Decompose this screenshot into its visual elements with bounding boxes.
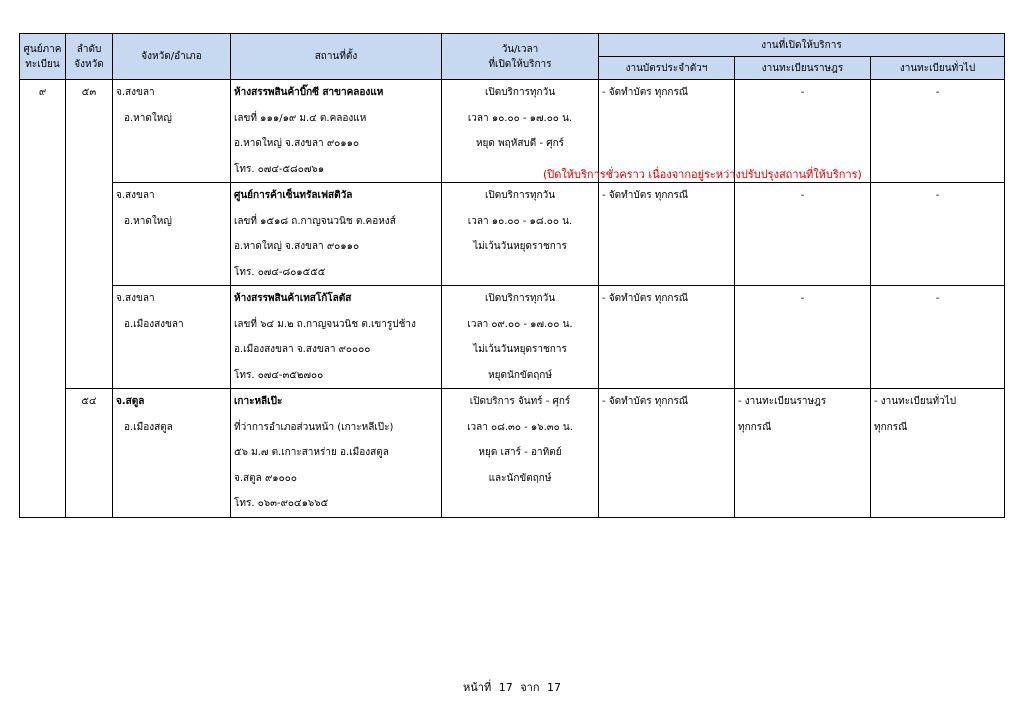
general-service-cell — [871, 389, 1005, 518]
datetime-line: เวลา ๐๙.๐๐ - ๑๗.๐๐ น. — [467, 318, 573, 330]
location-line: โทร. ๐๗๔-๘๐๑๕๕๕ — [234, 266, 326, 278]
order-cell — [66, 80, 113, 389]
datetime-line: เปิดบริการทุกวัน — [484, 87, 556, 98]
location-line: ห้างสรรพสินค้าบิ๊กซี สาขาคลองแห — [234, 87, 384, 98]
header-services: งานที่เปิดให้บริการ — [599, 34, 1005, 57]
location-cell — [231, 183, 442, 286]
header-location: สถานที่ตั้ง — [231, 34, 442, 80]
header-service-registry: งานทะเบียนราษฎร — [735, 57, 871, 80]
location-line: ที่ว่าการอำเภอส่วนหน้า (เกาะหลีเป๊ะ) — [234, 421, 394, 433]
location-line: โทร. ๐๗๔-๓๕๒๗๐๐ — [234, 369, 324, 381]
datetime-cell — [442, 389, 599, 518]
header-order: ลำดับ จังหวัด — [66, 34, 113, 80]
header-datetime: วัน/เวลา ที่เปิดให้บริการ — [442, 34, 599, 80]
table-row — [20, 286, 1005, 389]
datetime-line: ไม่เว้นวันหยุดราชการ — [473, 241, 567, 252]
province-cell — [113, 389, 231, 518]
location-cell — [231, 389, 442, 518]
province-line: อ.หาดใหญ่ — [124, 215, 172, 227]
registry-service-line: ทุกกรณี — [738, 421, 772, 433]
datetime-line: ไม่เว้นวันหยุดราชการ — [473, 344, 567, 355]
general-service-line: - งานทะเบียนทั่วไป — [874, 396, 957, 407]
card-service-line: - จัดทำบัตร ทุกกรณี — [602, 190, 689, 201]
location-line: เกาะหลีเป๊ะ — [234, 396, 283, 407]
location-cell — [231, 286, 442, 389]
province-line: จ.สงขลา — [116, 293, 155, 304]
location-line: เลขที่ ๖๔ ม.๒ ถ.กาญจนวนิช ต.เขารูปช้าง — [234, 318, 416, 330]
datetime-cell — [442, 183, 599, 286]
location-line: จ.สตูล ๙๑๐๐๐ — [234, 472, 297, 484]
general-service-line: - — [935, 293, 940, 304]
card-service-cell — [599, 389, 735, 518]
location-line: อ.หาดใหญ่ จ.สงขลา ๙๐๑๑๐ — [234, 138, 360, 149]
header-service-general: งานทะเบียนทั่วไป — [871, 57, 1005, 80]
datetime-line: เวลา ๐๘.๓๐ - ๑๖.๓๐ น. — [467, 421, 573, 433]
registry-service-cell — [735, 183, 871, 286]
datetime-line: เปิดบริการ จันทร์ - ศุกร์ — [469, 396, 571, 407]
table-row — [20, 183, 1005, 286]
registry-service-line: - — [800, 190, 805, 201]
general-service-cell — [871, 286, 1005, 389]
card-service-line: - จัดทำบัตร ทุกกรณี — [602, 293, 689, 304]
registry-service-cell — [735, 286, 871, 389]
table-row — [20, 389, 1005, 518]
page-footer: หน้าที่ 17 จาก 17 — [463, 681, 561, 694]
province-line: จ.สตูล — [116, 396, 145, 407]
province-order: ๕๔ — [81, 396, 97, 407]
region-number: ๙ — [38, 87, 47, 98]
province-line: อ.หาดใหญ่ — [124, 112, 172, 124]
location-line: อ.หาดใหญ่ จ.สงขลา ๙๐๑๑๐ — [234, 241, 360, 252]
province-line: อ.เมืองสตูล — [124, 421, 173, 433]
service-locations-table — [19, 33, 1005, 518]
closure-notice: (ปิดให้บริการชั่วคราว เนื่องจากอยู่ระหว่างปรับปรุงสถานที่ให้บริการ) — [543, 168, 862, 181]
location-line: โทร. ๐๗๔-๕๘๐๗๖๑ — [234, 163, 325, 175]
registry-service-line: - — [800, 293, 805, 304]
general-service-line: - — [935, 190, 940, 201]
datetime-line: หยุด เสาร์ - อาทิตย์ — [478, 447, 562, 458]
order-cell — [66, 389, 113, 518]
registry-service-line: - งานทะเบียนราษฎร — [738, 396, 827, 407]
datetime-line: และนักขัตฤกษ์ — [488, 472, 552, 484]
province-line: จ.สงขลา — [116, 87, 155, 98]
datetime-line: หยุด พฤหัสบดี - ศุกร์ — [475, 138, 565, 149]
region-cell — [20, 80, 66, 518]
header-service-card: งานบัตรประจำตัวฯ — [599, 57, 735, 80]
location-line: โทร. ๐๖๓-๙๐๔๑๖๖๕ — [234, 498, 329, 509]
card-service-line: - จัดทำบัตร ทุกกรณี — [602, 87, 689, 98]
location-line: ศูนย์การค้าเซ็นทรัลเฟสติวัล — [234, 190, 353, 201]
card-service-cell — [599, 286, 735, 389]
province-cell — [113, 183, 231, 286]
registry-service-line: - — [800, 87, 805, 98]
datetime-line: เปิดบริการทุกวัน — [484, 293, 556, 304]
general-service-cell — [871, 183, 1005, 286]
location-line: เลขที่ ๑๑๑/๑๙ ม.๔ ต.คลองแห — [234, 112, 367, 124]
province-line: จ.สงขลา — [116, 190, 155, 201]
location-line: เลขที่ ๑๕๑๘ ถ.กาญจนวนิช ต.คอหงส์ — [234, 215, 396, 227]
datetime-line: เวลา ๑๐.๐๐ - ๑๘.๐๐ น. — [467, 215, 573, 227]
datetime-line: หยุดนักขัตฤกษ์ — [488, 369, 552, 381]
province-line: อ.เมืองสงขลา — [124, 318, 184, 330]
general-service-line: ทุกกรณี — [874, 421, 908, 433]
card-service-cell — [599, 183, 735, 286]
location-line: ๕๖ ม.๗ ต.เกาะสาหร่าย อ.เมืองสตูล — [234, 447, 389, 458]
header-region: ศูนย์ภาค ทะเบียน — [20, 34, 66, 80]
province-cell — [113, 80, 231, 183]
location-cell — [231, 80, 442, 183]
card-service-line: - จัดทำบัตร ทุกกรณี — [602, 396, 689, 407]
datetime-line: เปิดบริการทุกวัน — [484, 190, 556, 201]
location-line: ห้างสรรพสินค้าเทสโก้โลตัส — [234, 293, 352, 304]
datetime-cell — [442, 286, 599, 389]
registry-service-cell — [735, 389, 871, 518]
province-order: ๕๓ — [81, 87, 97, 98]
general-service-line: - — [935, 87, 940, 98]
datetime-line: เวลา ๑๐.๐๐ - ๑๗.๐๐ น. — [467, 112, 573, 124]
location-line: อ.เมืองสงขลา จ.สงขลา ๙๐๐๐๐ — [234, 344, 371, 355]
header-province: จังหวัด/อำเภอ — [113, 34, 231, 80]
province-cell — [113, 286, 231, 389]
general-service-cell — [871, 80, 1005, 183]
